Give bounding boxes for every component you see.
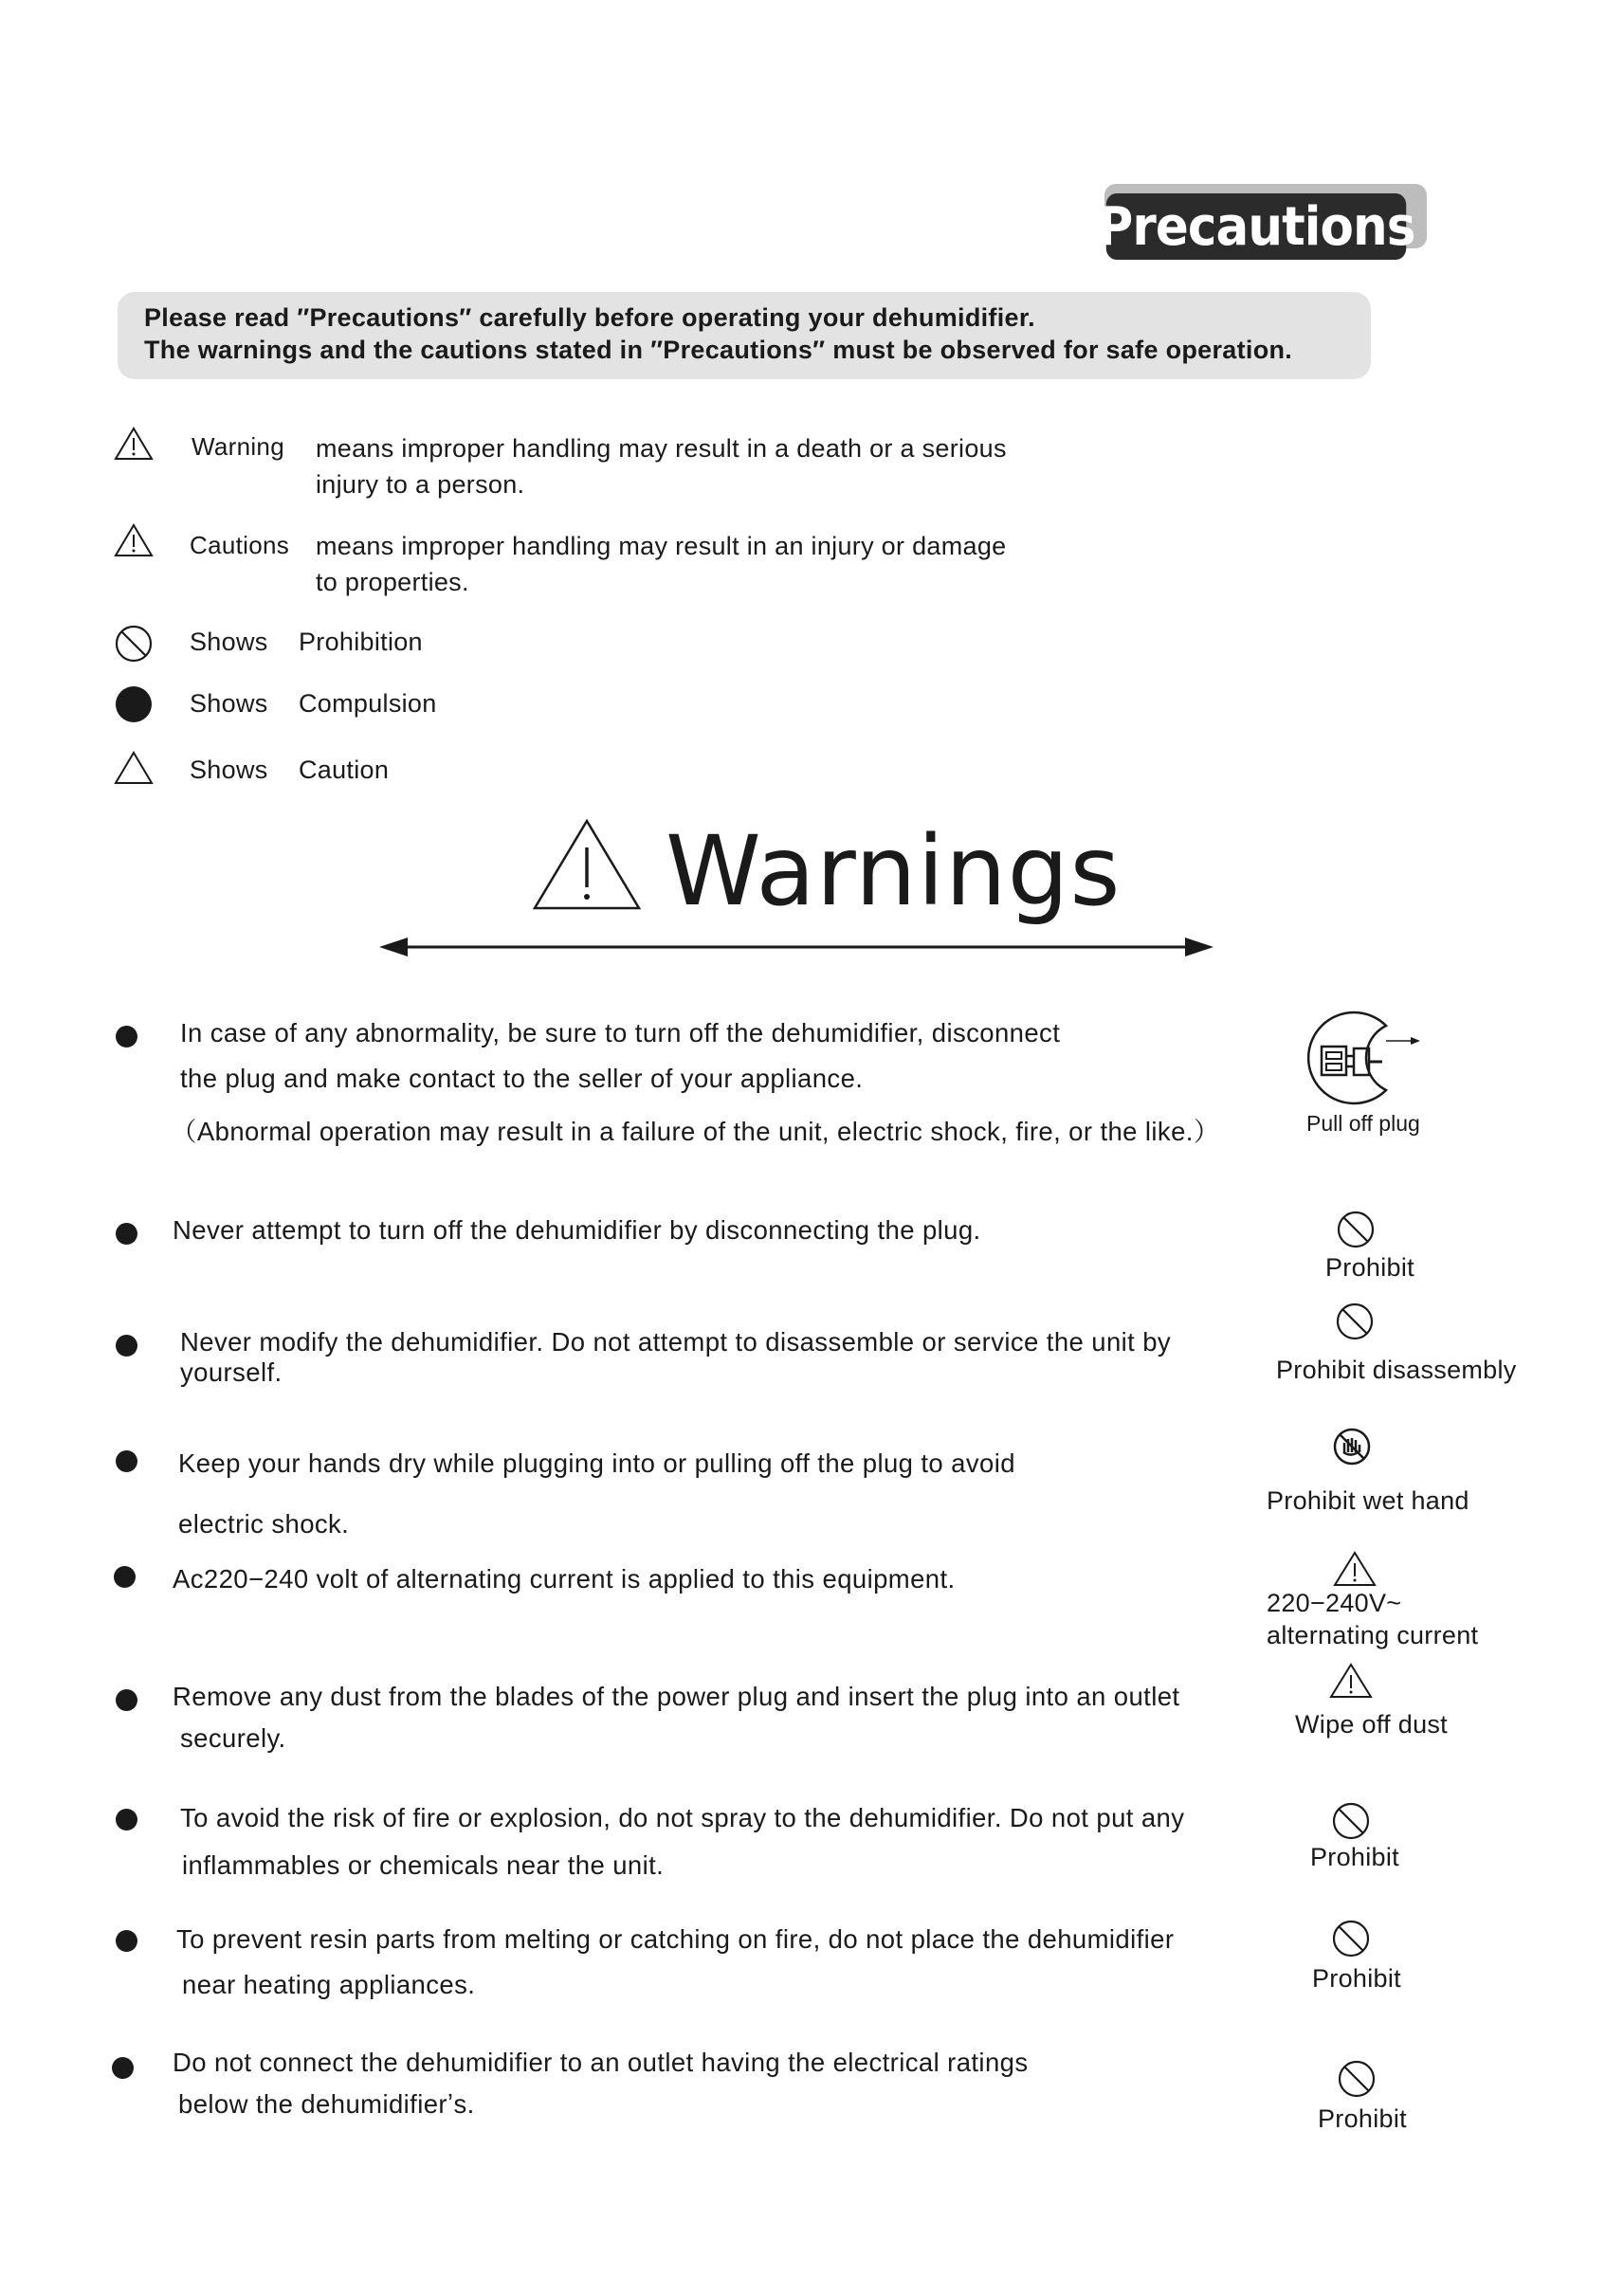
double-arrow-divider (379, 933, 1213, 966)
legend-prohibition-term: Shows (190, 628, 268, 656)
intro-box (118, 292, 1371, 379)
pull-off-plug-icon (1299, 1007, 1432, 1111)
legend-cautions-term: Cautions (190, 531, 290, 559)
wet-hand-icon (1333, 1428, 1371, 1466)
legend-caution-term: Shows (190, 756, 268, 784)
page-title: Precautions (1106, 193, 1406, 260)
warnings-title: Warnings (666, 815, 1122, 928)
item-7-line1: To avoid the risk of fire or explosion, do not spray to the dehumidifier. Do not put any (180, 1803, 1185, 1832)
legend-cautions-line1: means improper handling may result in an injury or damage (316, 532, 1007, 560)
intro-line-2: The warnings and the cautions stated in ″Precautions″ must be observed for safe operation. (144, 336, 1293, 364)
intro-line-1: Please read ″Precautions″ carefully before operating your dehumidifier. (144, 303, 1035, 332)
item-4-line2: electric shock. (178, 1509, 350, 1539)
item-bullet (112, 2057, 134, 2079)
legend-warning-term: Warning (192, 432, 284, 461)
item-1-label: Pull off plug (1306, 1111, 1420, 1136)
legend-compulsion-term: Shows (190, 689, 268, 718)
item-bullet (116, 1026, 137, 1047)
caution-triangle-icon (1333, 1551, 1377, 1587)
legend-warning-line2: injury to a person. (316, 470, 525, 499)
legend-prohibition-meaning: Prohibition (299, 628, 423, 656)
prohibition-icon (114, 624, 154, 664)
prohibit-icon (1337, 2059, 1377, 2099)
item-3-line2: yourself. (180, 1357, 283, 1387)
item-6-line2: securely. (180, 1723, 286, 1753)
item-bullet (116, 1223, 137, 1245)
legend-warning-line1: means improper handling may result in a death or a serious (316, 434, 1007, 463)
legend-compulsion-meaning: Compulsion (299, 689, 437, 718)
caution-outline-triangle-icon (114, 751, 154, 785)
item-2-line1: Never attempt to turn off the dehumidifier by disconnecting the plug. (173, 1215, 981, 1245)
item-4-line1: Keep your hands dry while plugging into or pulling off the plug to avoid (178, 1448, 1015, 1478)
item-5-label-line1: 220−240V~ (1267, 1589, 1402, 1617)
item-2-label: Prohibit (1325, 1253, 1414, 1282)
caution-triangle-icon (1329, 1663, 1373, 1699)
item-bullet (116, 1689, 137, 1711)
warnings-triangle-icon (531, 817, 643, 912)
item-8-label: Prohibit (1312, 1964, 1401, 1993)
item-bullet (114, 1566, 136, 1588)
item-bullet (116, 1809, 137, 1831)
item-4-label: Prohibit wet hand (1267, 1486, 1469, 1515)
item-bullet (116, 1450, 137, 1472)
item-7-line2: inflammables or chemicals near the unit. (182, 1850, 665, 1880)
item-8-line2: near heating appliances. (182, 1970, 476, 1999)
item-1-line1: In case of any abnormality, be sure to turn off the dehumidifier, disconnect (180, 1018, 1061, 1047)
prohibit-icon (1331, 1801, 1371, 1841)
item-1-line3: （Abnormal operation may result in a failure of the unit, electric shock, fire, or the like.） (171, 1117, 1220, 1146)
prohibit-icon (1331, 1919, 1371, 1958)
item-bullet (116, 1335, 137, 1357)
item-3-line1: Never modify the dehumidifier. Do not attempt to disassemble or service the unit by (180, 1327, 1172, 1357)
item-9-line2: below the dehumidifierʼs. (178, 2089, 475, 2119)
item-5-line1: Ac220−240 volt of alternating current is applied to this equipment. (173, 1564, 956, 1594)
item-6-label: Wipe off dust (1295, 1710, 1448, 1739)
item-1-line2: the plug and make contact to the seller of your appliance. (180, 1064, 864, 1093)
item-8-line1: To prevent resin parts from melting or catching on fire, do not place the dehumidifier (176, 1924, 1175, 1954)
warning-triangle-icon (114, 427, 154, 461)
prohibit-icon (1335, 1302, 1375, 1341)
item-9-label: Prohibit (1318, 2104, 1407, 2133)
item-7-label: Prohibit (1310, 1843, 1399, 1871)
legend-caution-meaning: Caution (299, 756, 390, 784)
legend-cautions-line2: to properties. (316, 568, 469, 596)
compulsion-icon (114, 684, 154, 724)
prohibit-icon (1336, 1210, 1376, 1249)
item-5-label-line2: alternating current (1267, 1621, 1479, 1649)
item-3-label: Prohibit disassembly (1276, 1356, 1517, 1384)
item-bullet (116, 1930, 137, 1952)
item-9-line1: Do not connect the dehumidifier to an outlet having the electrical ratings (173, 2048, 1029, 2077)
item-6-line1: Remove any dust from the blades of the power plug and insert the plug into an outlet (173, 1682, 1180, 1711)
caution-triangle-icon (114, 523, 154, 557)
